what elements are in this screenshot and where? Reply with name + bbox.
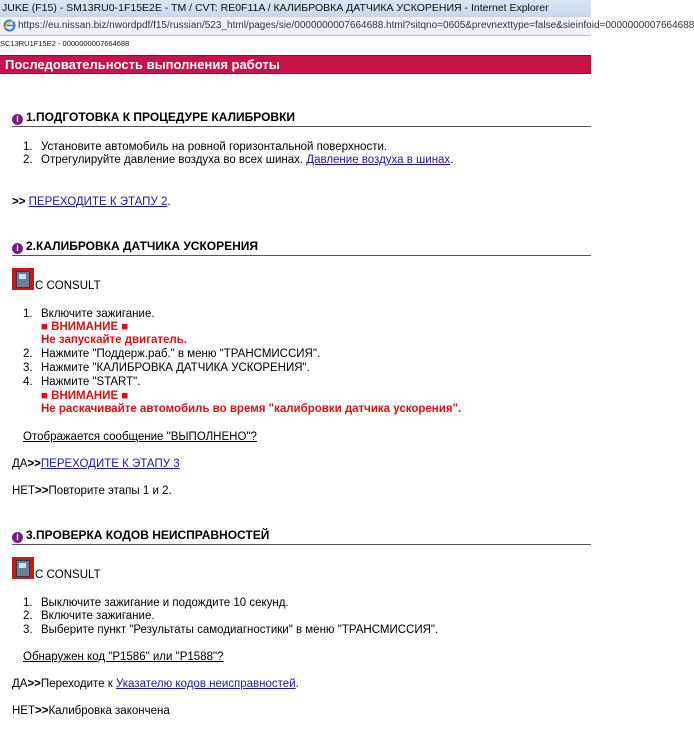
step-text: Отрегулируйте давление воздуха во всех шинах. Давление воздуха в шинах. xyxy=(41,154,454,166)
section3-title: 3.ПРОВЕРКА КОДОВ НЕИСПРАВНОСТЕЙ xyxy=(26,528,270,542)
step-text: Установите автомобиль на ровной горизонтальной поверхности. xyxy=(41,141,388,153)
step-number: 2. xyxy=(23,610,33,622)
step-number: 1. xyxy=(23,308,33,320)
step-text: Нажмите "Поддерж.раб." в меню "ТРАНСМИССИЯ". xyxy=(41,348,321,360)
step-text: Выберите пункт "Результаты самодиагностики" в меню "ТРАНСМИССИЯ". xyxy=(41,624,439,636)
consult-label: С CONSULT xyxy=(35,569,101,581)
step-number: 2. xyxy=(23,154,33,166)
section1-divider xyxy=(12,126,591,127)
section2-title: 2.КАЛИБРОВКА ДАТЧИКА УСКОРЕНИЯ xyxy=(26,239,259,253)
warning-text: Не запускайте двигатель. xyxy=(41,334,187,346)
goto-step2-link[interactable]: ПЕРЕХОДИТЕ К ЭТАПУ 2 xyxy=(28,196,168,208)
window-title: JUKE (F15) - SM13RU0-1F15E2E - TM / CVT: RE0F11A / КАЛИБРОВКА ДАТЧИКА УСКОРЕНИЯ - Internet Explorer xyxy=(2,2,549,14)
tire-pressure-link[interactable]: Давление воздуха в шинах xyxy=(306,154,451,166)
info-icon: i xyxy=(12,114,23,125)
address-bar[interactable] xyxy=(0,16,694,36)
section3-divider xyxy=(12,544,591,545)
goto-step2-row: >> ПЕРЕХОДИТЕ К ЭТАПУ 2. xyxy=(12,196,171,208)
dtc-index-link[interactable]: Указателю кодов неисправностей xyxy=(115,678,296,690)
address-url[interactable]: https://eu.nissan.biz/nwordpdf/f15/russian/523_html/pages/sie/0000000007664688.html?sitqno=0605&prevnexttype=false&sieinfoid=0000000007664688 xyxy=(18,20,694,31)
consult-device-icon xyxy=(12,557,34,579)
step-number: 1. xyxy=(23,141,33,153)
question-text: Отображается сообщение "ВЫПОЛНЕНО"? xyxy=(23,431,257,443)
step-number: 3. xyxy=(23,624,33,636)
consult-device-icon xyxy=(12,268,34,290)
info-icon: i xyxy=(12,532,23,543)
step-text: Выключите зажигание и подождите 10 секунд. xyxy=(41,597,289,609)
section2-heading xyxy=(12,239,258,254)
yes-row: ДА>>ПЕРЕХОДИТЕ К ЭТАПУ 3 xyxy=(12,458,180,470)
question-text: Обнаружен код "P1586" или "P1588"? xyxy=(23,651,224,663)
step-text: Нажмите "START". xyxy=(41,376,141,388)
no-row: НЕТ>>Повторите этапы 1 и 2. xyxy=(12,485,172,497)
step-text: Включите зажигание. xyxy=(41,308,155,320)
section3-heading xyxy=(12,528,269,543)
section1-heading xyxy=(12,110,295,125)
page-title: Последовательность выполнения работы xyxy=(5,57,280,72)
section2-divider xyxy=(12,255,591,256)
step-number: 3. xyxy=(23,362,33,374)
warning-heading: ■ ВНИМАНИЕ ■ xyxy=(41,390,129,402)
goto-step3-link[interactable]: ПЕРЕХОДИТЕ К ЭТАПУ 3 xyxy=(40,458,180,470)
step-text: Нажмите "КАЛИБРОВКА ДАТЧИКА УСКОРЕНИЯ". xyxy=(41,362,310,374)
warning-heading: ■ ВНИМАНИЕ ■ xyxy=(41,321,129,333)
step-number: 4. xyxy=(23,376,33,388)
document-id: SC13RU1F15E2 - 0000000007664688 xyxy=(0,39,130,48)
page-header xyxy=(0,55,591,74)
ie-logo-icon xyxy=(3,19,16,32)
consult-label: С CONSULT xyxy=(35,280,101,292)
info-icon: i xyxy=(12,243,23,254)
step-number: 1. xyxy=(23,597,33,609)
step-text: Включите зажигание. xyxy=(41,610,155,622)
section1-title: 1.ПОДГОТОВКА К ПРОЦЕДУРЕ КАЛИБРОВКИ xyxy=(26,110,296,124)
step-number: 2. xyxy=(23,348,33,360)
no-row: НЕТ>>Калибровка закончена xyxy=(12,705,170,717)
warning-text: Не раскачивайте автомобиль во время "калибровки датчика ускорения". xyxy=(41,403,462,415)
yes-row: ДА>>Переходите к Указателю кодов неисправностей. xyxy=(12,678,299,690)
window-titlebar xyxy=(0,0,591,16)
